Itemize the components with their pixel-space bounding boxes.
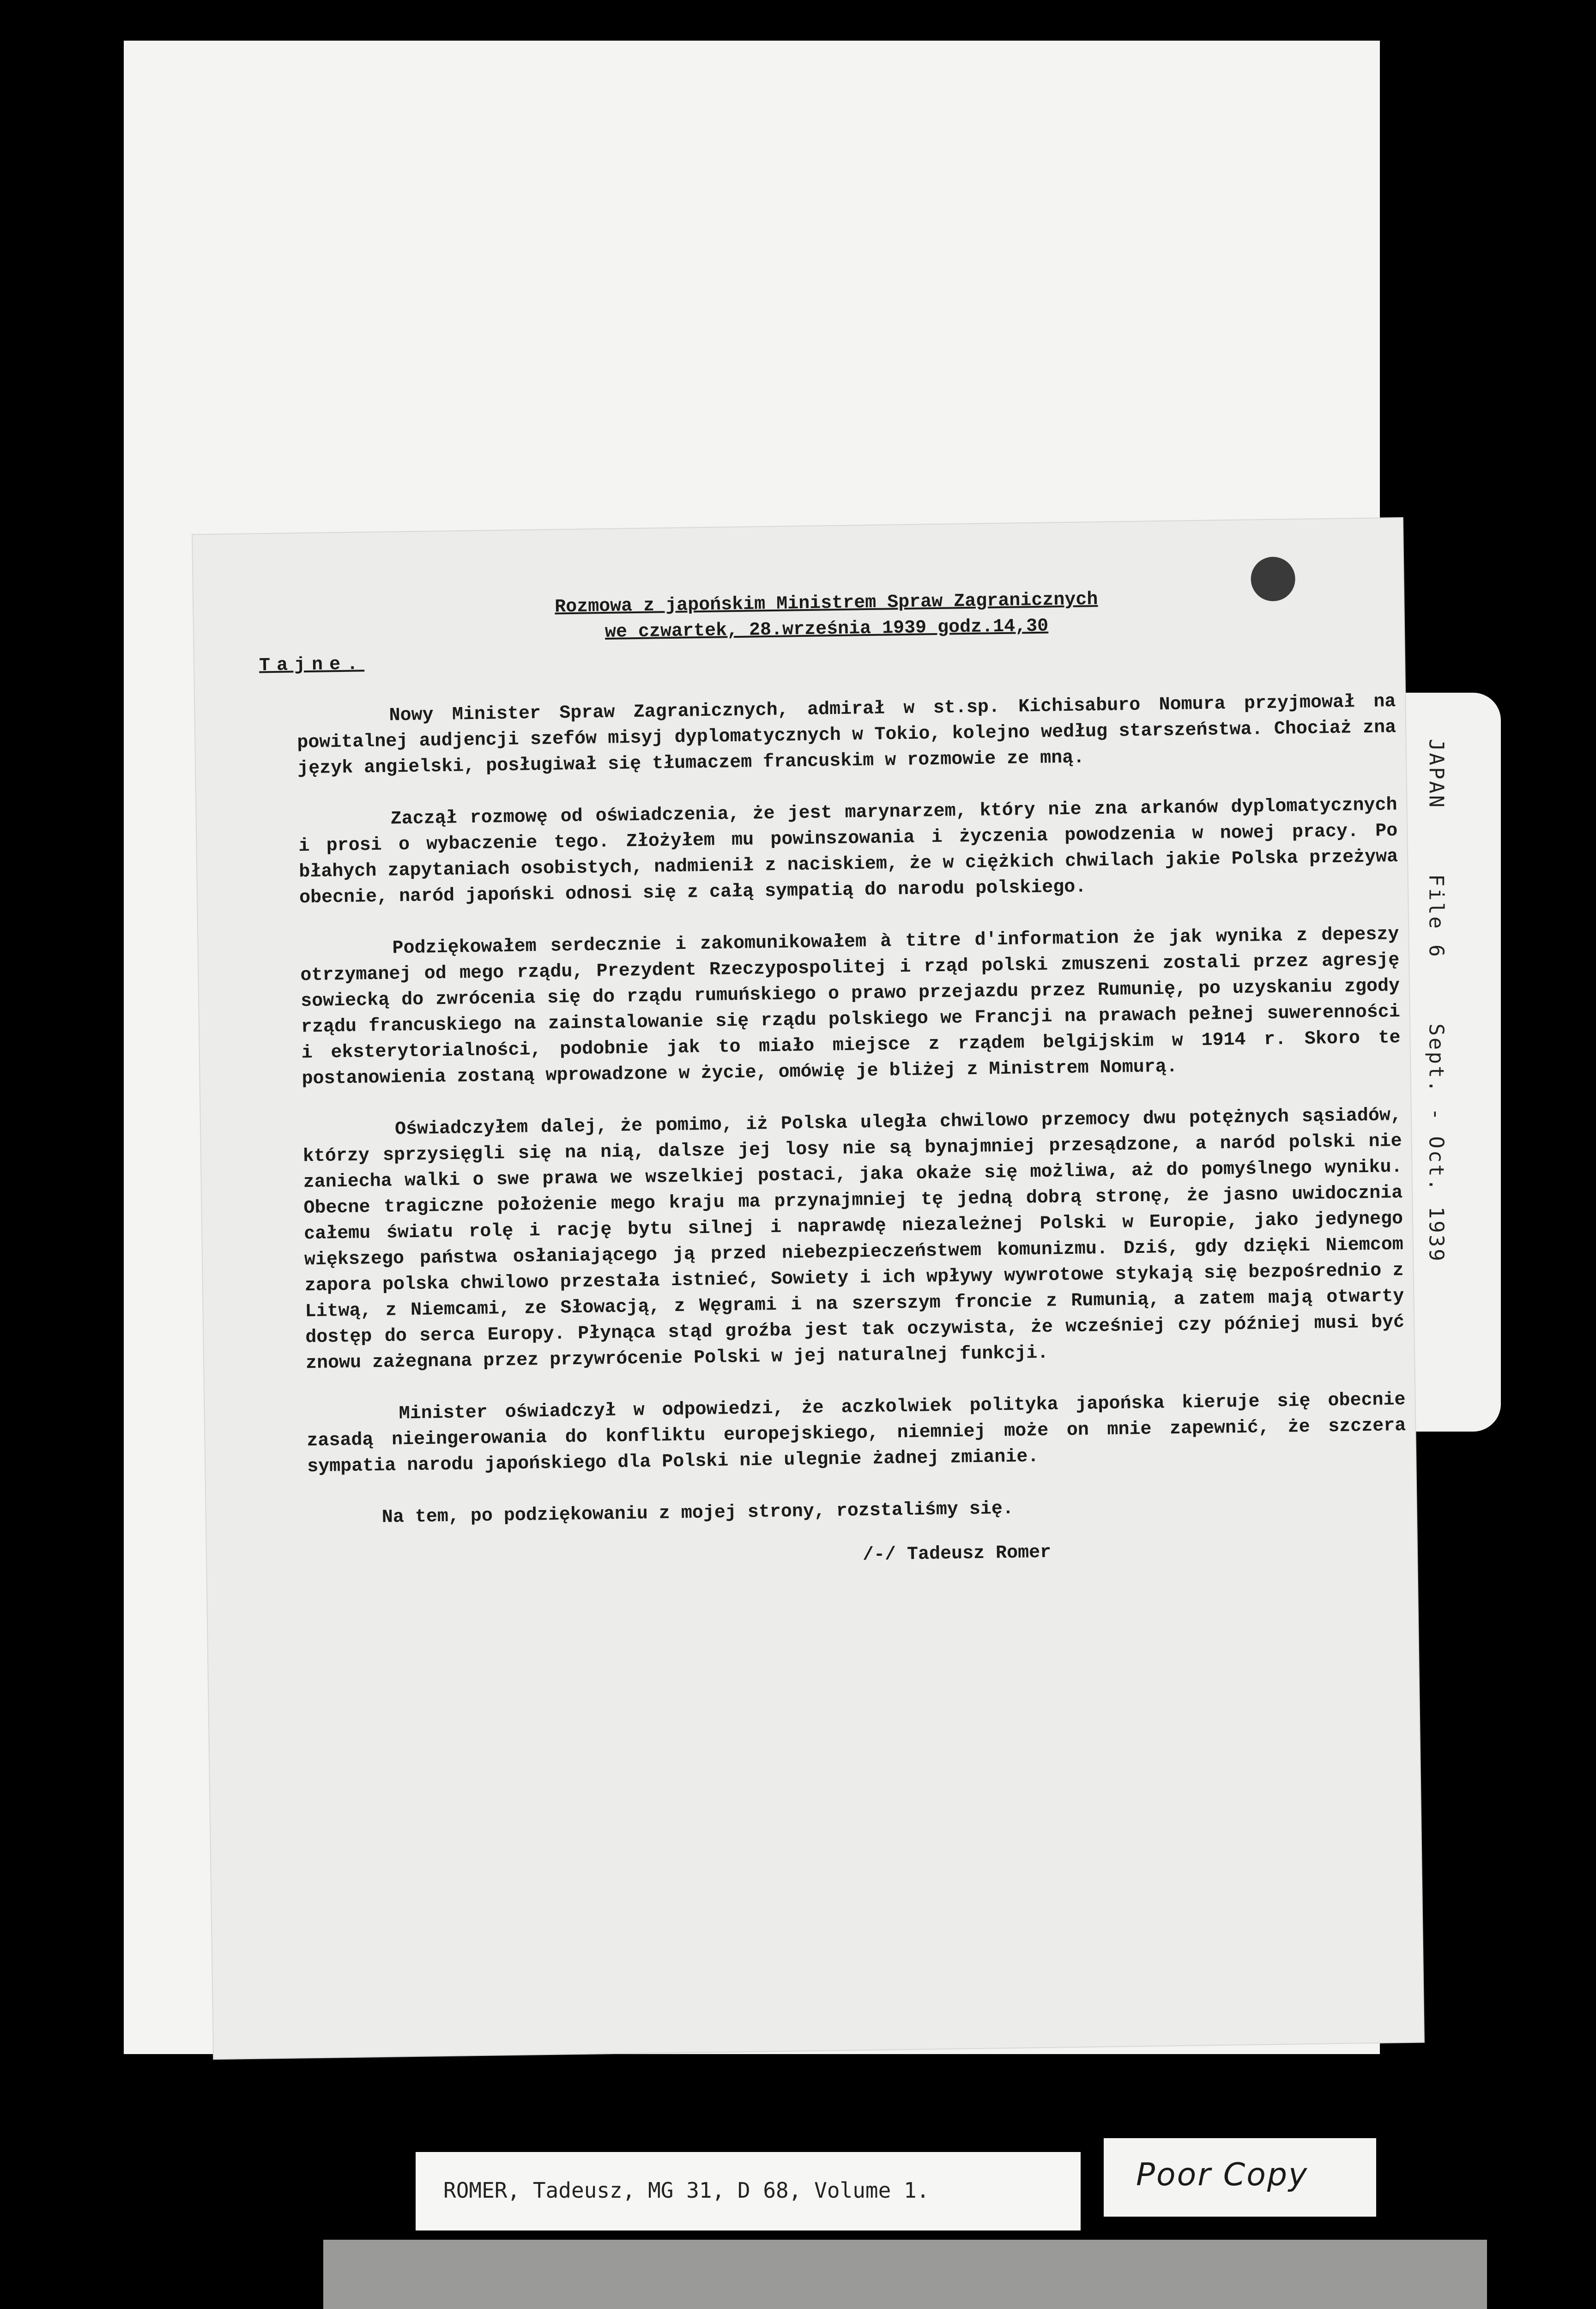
paragraph-4: Oświadczyłem dalej, że pomimo, iż Polska uległa chwilowo przemocy dwu potężnych sąsiadów, którzy sprzysięgli się na nią, dalsze jej losy nie są bynajmniej przesądzone, a naród polski nie zaniecha walki o swe prawa we wszelkiej postaci, jaka okaże się możliwa, aż do pomyślnego wyniku. Obecne tragiczne położenie mego kraju ma przynajmniej tę jedną dobrą stronę, że jasno uwidocznia całemu światu rolę i rację bytu silnej i naprawdę niezależnej Polski w Europie, jako jedynego większego państwa osłaniającego ją przed niebezpieczeństwem komunizmu. Dziś, gdy dzięki Niemcom zapora polska chwilowo przestała istnieć, Sowiety i ich wpływy wywrotowe stykają się bezpośrednio z Litwą, z Niemcami, ze Słowacją, z Węgrami i na szerszym froncie z Rumunią, a zatem mają otwarty dostęp do serca Europy. Płynąca stąd groźba jest tak oczywista, że wcześniej czy później musi być znowu zażegnana przez przywrócenie Polski w jej naturalnej funkcji. — [302, 1105, 1405, 1374]
side-label-file: File 6 — [1424, 874, 1448, 959]
paragraph-2: Zaczął rozmowę od oświadczenia, że jest marynarzem, który nie zna arkanów dyplomatycznych i prosi o wybaczenie tego. Złożyłem mu powinszowania i życzenia powodzenia w nowej pracy. Po błahych zapytaniach osobistych, nadmienił z naciskiem, że w ciężkich chwilach jakie Polska przeżywa obecnie, naród japoński odnosi się z całą sympatią do narodu polskiego. — [298, 795, 1398, 909]
classification-mark: Tajne. — [259, 654, 365, 677]
typed-letter-page — [193, 518, 1424, 2059]
quality-note-strip — [1104, 2138, 1376, 2217]
paragraph-5: Minister oświadczył w odpowiedzi, że aczkolwiek polityka japońska kieruje się obecnie zasadą nieingerowania do konfliktu europejskiego, niemniej może on mnie zapewnić, że szczera sympatia narodu japońskiego dla Polski nie ulegnie żadnej zmianie. — [307, 1389, 1406, 1478]
signature: /-/ Tadeusz Romer — [862, 1542, 1052, 1566]
paragraph-6: Na tem, po podziękowaniu z mojej strony, rozstaliśmy się. — [381, 1498, 1014, 1528]
letter-heading — [387, 585, 1265, 649]
side-label-dates: Sept. - Oct. 1939 — [1424, 1023, 1448, 1263]
reference-label: ROMER, Tadeusz, MG 31, D 68, Volume 1. — [443, 2178, 930, 2203]
paragraph-1: Nowy Minister Spraw Zagranicznych, admirał w st.sp. Kichisaburo Nomura przyjmował na powitalnej audjencji szefów misyj dyplomatycznych w Tokio, kolejno według starszeństwa. Chociaż zna język angielski, posługiwał się tłumaczem francuskim w rozmowie ze mną. — [297, 691, 1396, 780]
archives-stamp — [323, 2240, 1487, 2309]
quality-note: Poor Copy — [1136, 2157, 1309, 2193]
heading-line-2: we czwartek, 28.września 1939 godz.14,30 — [605, 616, 1049, 643]
letter-body — [259, 583, 1408, 1576]
heading-line-1: Rozmowa z japońskim Ministrem Spraw Zagranicznych — [554, 589, 1098, 618]
reference-label-strip — [416, 2152, 1081, 2230]
paragraph-3: Podziękowałem serdecznie i zakomunikowałem à titre d'information że jak wynika z depeszy otrzymanej od mego rządu, Prezydent Rzeczypospolitej i rząd polski zmuszeni zostali przez agresję sowiecką do zwrócenia się do rządu rumuńskiego o prawo przejazdu przez Rumunię, po uzyskaniu zgody rządu francuskiego na zainstalowanie się rządu polskiego we Francji na prawach pełnej suwerenności i eksterytorialności, podobnie jak to miało miejsce z rządem belgijskim w 1914 r. Skoro te postanowienia zostaną wprowadzone w życie, omówię je bliżej z Ministrem Nomurą. — [300, 924, 1401, 1090]
side-label-country: JAPAN — [1424, 739, 1448, 810]
file-side-label — [1425, 739, 1448, 1314]
